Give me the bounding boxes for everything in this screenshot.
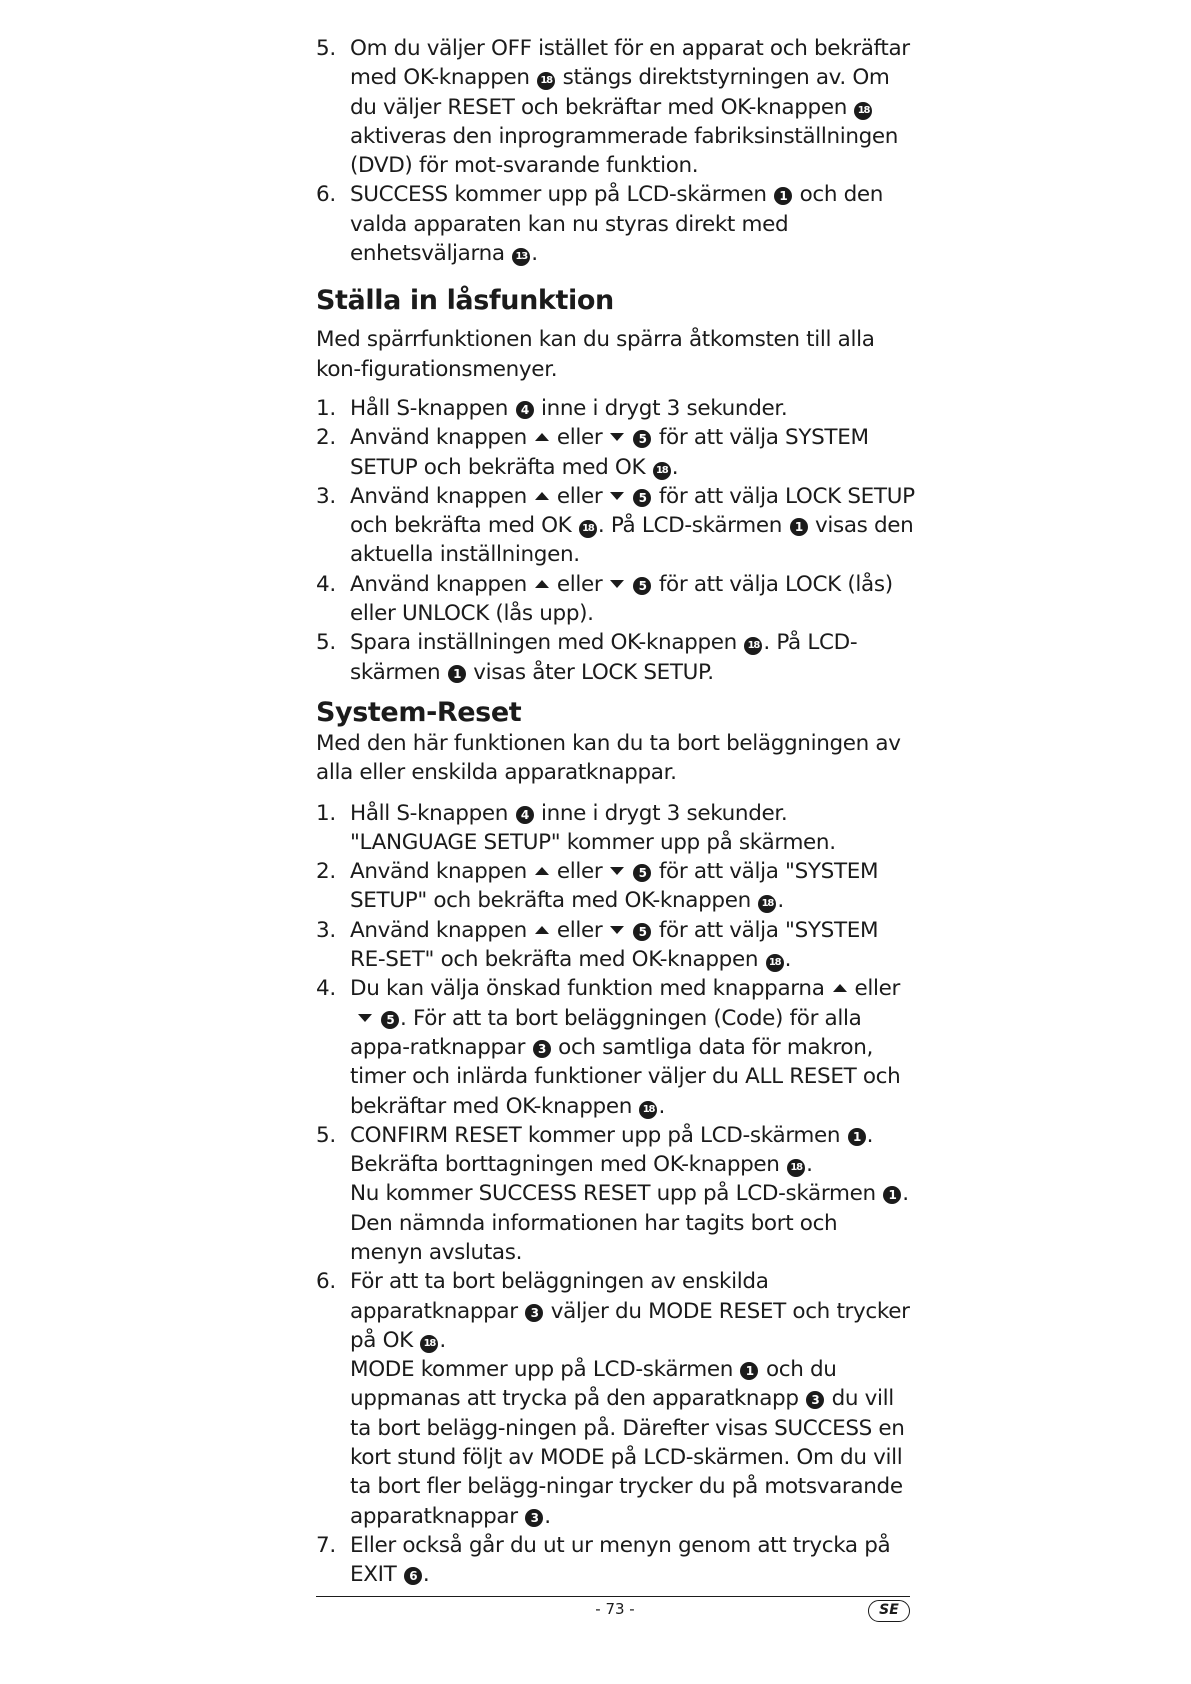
section-heading: System-Reset — [316, 696, 522, 728]
item-text — [350, 34, 916, 180]
list-item — [316, 916, 916, 975]
item-text — [350, 394, 916, 423]
list-item — [316, 628, 916, 687]
reference-number-badge: 1 — [448, 665, 466, 683]
list-item — [316, 423, 916, 482]
reference-number-badge: 18 — [787, 1159, 805, 1177]
text-run: . — [544, 1503, 551, 1529]
item-text — [350, 1121, 916, 1267]
arrow-up-icon — [833, 984, 847, 992]
text-run: . — [806, 1152, 813, 1178]
text-run: Använd knappen — [350, 917, 527, 943]
reference-number-badge: 4 — [516, 806, 534, 824]
text-run: eller — [556, 917, 603, 943]
reference-number-badge: 5 — [381, 1011, 399, 1029]
list-item — [316, 570, 916, 629]
item-number: 4. — [316, 976, 336, 1002]
reference-number-badge: 1 — [848, 1128, 866, 1146]
text-run: Använd knappen — [350, 571, 527, 597]
text-run: och den valda apparaten kan nu styras direkt med enhetsväljarna — [350, 182, 884, 267]
arrow-up-icon — [535, 433, 549, 441]
text-run: Bekräfta borttagningen med OK-knappen — [350, 1152, 787, 1178]
text-run: För att ta bort beläggningen av enskilda apparatknappar — [350, 1269, 769, 1324]
arrow-up-icon — [535, 926, 549, 934]
text-run: Håll S-knappen — [350, 395, 515, 421]
text-run: stängs direktstyrningen av. Om du väljer RESET och bekräftar med OK-knappen — [350, 65, 890, 120]
text-run: . — [902, 1181, 909, 1207]
section-intro: Med den här funktionen kan du ta bort beläggningen av alla eller enskilda apparatknappar. — [316, 730, 901, 786]
text-run: Håll S-knappen — [350, 800, 515, 826]
text-run: . På LCD-skärmen — [597, 513, 789, 539]
text-run: eller — [854, 976, 901, 1002]
text-run: inne i drygt 3 sekunder. "LANGUAGE SETUP" kommer upp på skärmen. — [350, 800, 836, 855]
reference-number-badge: 5 — [633, 864, 651, 882]
list-item — [316, 857, 916, 916]
reference-number-badge: 18 — [744, 637, 762, 655]
text-run: . — [422, 1562, 430, 1588]
arrow-down-icon — [610, 492, 624, 500]
text-run: Nu kommer SUCCESS RESET upp på LCD-skärmen — [350, 1181, 883, 1207]
text-run: . För att ta bort beläggningen (Code) för alla appa-ratknappar — [350, 1005, 862, 1060]
reference-number-badge: 5 — [633, 923, 651, 941]
item-number: 1. — [316, 800, 336, 826]
section-heading: Ställa in låsfunktion — [316, 285, 614, 317]
text-run: Använd knappen — [350, 425, 527, 451]
text-run: eller — [556, 483, 603, 509]
reference-number-badge: 18 — [854, 102, 872, 120]
text-run: för att välja "SYSTEM RE-SET" och bekräfta med OK-knappen — [350, 917, 879, 973]
item-text — [350, 857, 916, 916]
text-run: CONFIRM RESET kommer upp på LCD-skärmen — [350, 1122, 847, 1148]
step-list — [316, 394, 916, 687]
step-list — [316, 34, 916, 268]
arrow-up-icon — [535, 580, 549, 588]
list-item — [316, 482, 916, 570]
reference-number-badge: 13 — [512, 248, 530, 266]
reference-number-badge: 18 — [639, 1101, 657, 1119]
item-text — [350, 799, 916, 858]
language-badge: SE — [868, 1600, 910, 1622]
text-run: . — [531, 241, 538, 267]
reference-number-badge: 1 — [883, 1186, 901, 1204]
text-run: . — [658, 1093, 665, 1119]
item-number: 6. — [316, 182, 336, 208]
arrow-down-icon — [610, 580, 624, 588]
text-run: för att välja LOCK SETUP och bekräfta med OK — [350, 483, 915, 539]
list-item — [316, 1267, 916, 1531]
text-run: inne i drygt 3 sekunder. — [534, 395, 788, 421]
text-run: du vill ta bort belägg-ningen på. Därefter visas SUCCESS en kort stund följt av MODE på LCD-skärmen. Om du vill ta bort fler belägg-ningar trycker du på motsvarande apparatknappar — [350, 1386, 905, 1529]
reference-number-badge: 1 — [790, 518, 808, 536]
arrow-down-icon — [610, 433, 624, 441]
text-run: SUCCESS kommer upp på LCD-skärmen — [350, 182, 774, 208]
text-run: visas den aktuella inställningen. — [350, 513, 914, 568]
text-run: Använd knappen — [350, 483, 527, 509]
arrow-down-icon — [610, 867, 624, 875]
item-number: 5. — [316, 36, 336, 61]
item-text — [350, 628, 916, 687]
item-text — [350, 570, 916, 629]
item-text — [350, 423, 916, 482]
reference-number-badge: 18 — [653, 462, 671, 480]
list-item — [316, 1121, 916, 1267]
section-intro: Med spärrfunktionen kan du spärra åtkomsten till alla kon-figurationsmenyer. — [316, 327, 875, 382]
reference-number-badge: 18 — [537, 72, 555, 90]
section-system-reset — [316, 697, 916, 1590]
item-text — [350, 1531, 916, 1590]
list-item — [316, 394, 916, 423]
section-lock-function — [316, 285, 916, 687]
item-text — [350, 1267, 916, 1531]
page-number: - 73 - — [595, 1600, 635, 1618]
text-run: eller — [556, 859, 603, 885]
text-run: och samtliga data för makron, timer och inlärda funktioner väljer du ALL RESET och bekräftar med OK-knappen — [350, 1034, 901, 1119]
reference-number-badge: 5 — [633, 430, 651, 448]
reference-number-badge: 3 — [806, 1391, 824, 1409]
text-run: visas åter LOCK SETUP. — [466, 659, 714, 685]
item-number: 3. — [316, 917, 336, 943]
item-number: 7. — [316, 1532, 336, 1558]
reference-number-badge: 18 — [420, 1335, 438, 1353]
text-run: Spara inställningen med OK-knappen — [350, 630, 744, 656]
reference-number-badge: 18 — [758, 895, 776, 913]
arrow-up-icon — [535, 492, 549, 500]
page-content — [316, 34, 916, 1590]
reference-number-badge: 6 — [404, 1567, 422, 1585]
item-number: 4. — [316, 571, 336, 597]
text-run: eller — [556, 571, 603, 597]
list-item — [316, 34, 916, 180]
text-run: för att välja "SYSTEM SETUP" och bekräfta med OK-knappen — [350, 859, 879, 914]
text-run: Du kan välja önskad funktion med knapparna — [350, 976, 825, 1002]
text-run: . — [866, 1122, 874, 1148]
reference-number-badge: 3 — [525, 1304, 543, 1322]
text-run: Använd knappen — [350, 859, 527, 885]
footer-divider — [316, 1596, 910, 1597]
item-number: 2. — [316, 859, 336, 885]
item-text — [350, 180, 916, 268]
item-text — [350, 916, 916, 975]
text-run: för att välja SYSTEM SETUP och bekräfta med OK — [350, 425, 869, 480]
reference-number-badge: 3 — [525, 1509, 543, 1527]
item-text — [350, 974, 916, 1120]
section-continued-steps — [316, 34, 916, 268]
text-run: Eller också går du ut ur menyn genom att trycka på EXIT — [350, 1532, 891, 1588]
text-run: . — [439, 1327, 446, 1353]
step-list — [316, 799, 916, 1590]
text-run: MODE kommer upp på LCD-skärmen — [350, 1357, 740, 1383]
text-run: . — [671, 454, 679, 480]
reference-number-badge: 5 — [633, 577, 651, 595]
item-number: 5. — [316, 630, 336, 656]
list-item — [316, 1531, 916, 1590]
text-run: Den nämnda informationen har tagits bort och menyn avslutas. — [350, 1210, 838, 1265]
text-run: väljer du MODE RESET och trycker på OK — [350, 1298, 910, 1353]
reference-number-badge: 1 — [740, 1362, 758, 1380]
text-run: eller — [556, 425, 603, 451]
text-run: . På LCD-skärmen — [350, 630, 858, 685]
arrow-down-icon — [610, 926, 624, 934]
reference-number-badge: 3 — [533, 1040, 551, 1058]
item-number: 2. — [316, 425, 336, 451]
item-number: 1. — [316, 395, 336, 421]
text-run: . — [777, 888, 784, 914]
list-item — [316, 180, 916, 268]
item-text — [350, 482, 916, 570]
text-run: för att välja LOCK (lås) eller UNLOCK (lås upp). — [350, 571, 893, 627]
text-run: och du uppmanas att trycka på den apparatknapp — [350, 1357, 837, 1412]
text-run: aktiveras den inprogrammerade fabriksinställningen (DVD) för mot-svarande funktion. — [350, 123, 899, 179]
item-number: 5. — [316, 1122, 336, 1148]
arrow-up-icon — [535, 867, 549, 875]
reference-number-badge: 1 — [774, 187, 792, 205]
list-item — [316, 974, 916, 1120]
item-number: 3. — [316, 483, 336, 509]
reference-number-badge: 4 — [516, 401, 534, 419]
reference-number-badge: 5 — [633, 489, 651, 507]
text-run: Om du väljer OFF istället för en apparat och bekräftar med OK-knappen — [350, 36, 910, 91]
item-number: 6. — [316, 1269, 336, 1295]
reference-number-badge: 18 — [579, 520, 597, 538]
text-run: . — [784, 947, 792, 973]
list-item — [316, 799, 916, 858]
arrow-down-icon — [358, 1014, 372, 1022]
reference-number-badge: 18 — [766, 954, 784, 972]
